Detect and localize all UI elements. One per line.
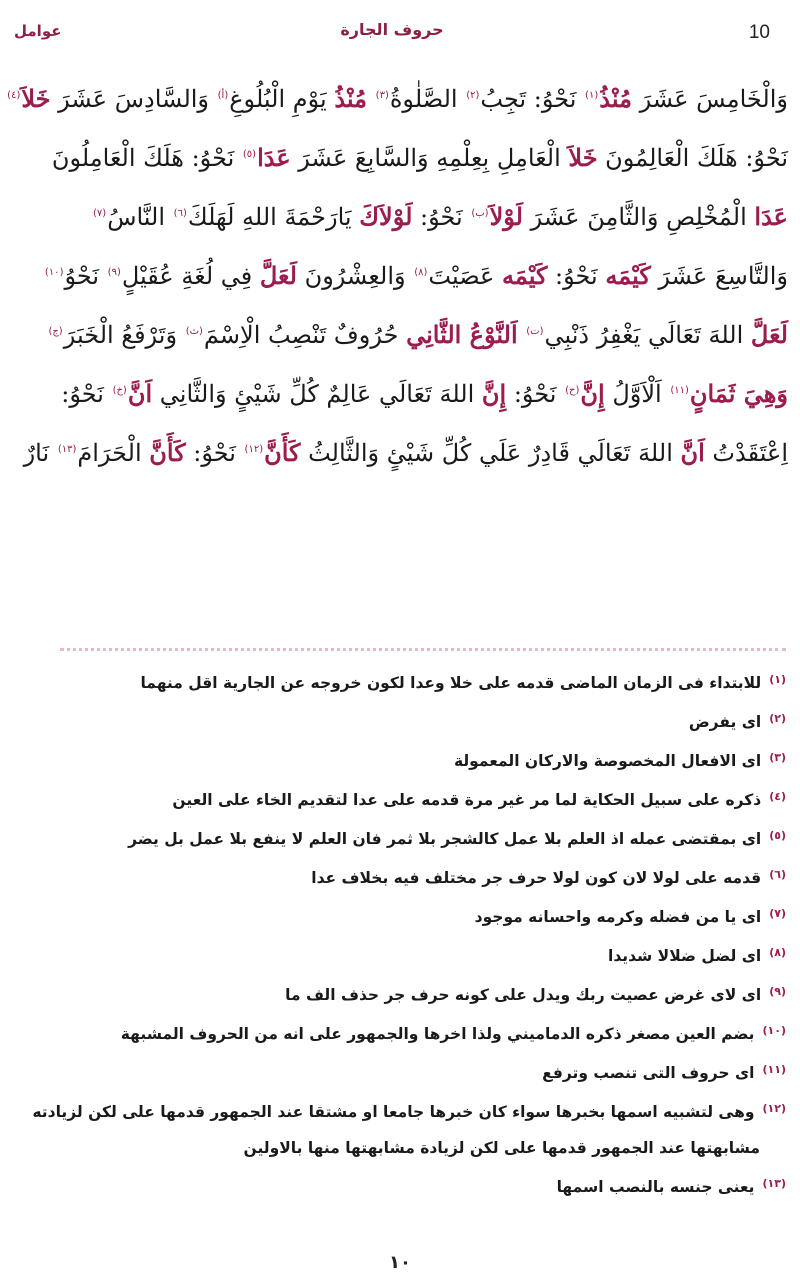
footnote-number: (١) — [769, 673, 786, 686]
text-segment: الصَّلٰوةُ — [389, 85, 466, 113]
footnote-number: (١١) — [762, 1063, 786, 1076]
text-segment: يَارَحْمَةَ اللهِ لَهَلَكَ — [187, 203, 360, 231]
highlighted-term: كَأَنَّ — [149, 438, 186, 467]
footnote-text: ذكره على سبيل الحكاية لما مر غير مرة قدمه على عدا لتقديم الخاء على العين — [172, 791, 762, 809]
footnote-marker: (ت) — [526, 326, 544, 337]
text-line — [8, 302, 788, 361]
footnote-text: اى حروف التى تنصب وترفع — [542, 1064, 755, 1082]
footnote-text: اى بمقتضى عمله اذ العلم بلا عمل كالشجر بلا ثمر فان العلم لا ينفع بلا عمل بل يضر — [128, 830, 762, 848]
footnote-number: (٤) — [769, 790, 786, 803]
highlighted-term: لَوْلاَكَ — [359, 202, 413, 231]
text-segment: نَحْوُ: — [506, 380, 565, 408]
highlighted-term: اَنَّ — [680, 438, 705, 467]
highlighted-term: مُنْذُ — [334, 84, 368, 113]
footnote-text: مشابهتها عند الجمهور قدمها على لكن لزيادة مشابهتها منها بالاولين — [243, 1139, 760, 1157]
text-segment: اِعْتَقَدْتُ — [704, 439, 788, 467]
footnote-number: (١٣) — [762, 1177, 786, 1190]
text-segment: وَالتَّاسِعَ عَشَرَ — [650, 262, 788, 290]
text-segment: يَوْمِ الْبُلُوغِ — [229, 85, 335, 113]
highlighted-term: لَعَلَّ — [259, 261, 297, 290]
footnote-number: (٩) — [769, 985, 786, 998]
footnote-text: وهى لتشبيه اسمها بخبرها سواء كان خبرها جامعا او مشتقا عند الجمهور قدمها على لكن لزيادته — [32, 1103, 755, 1121]
footnote-marker: (١٣) — [57, 444, 77, 455]
highlighted-term: اَلنَّوْعُ الثَّانِي — [406, 320, 518, 349]
text-line — [8, 361, 788, 420]
footnote-text: اى يفرض — [688, 713, 762, 731]
text-line — [8, 125, 788, 184]
footnote-marker: (١٢) — [244, 444, 264, 455]
footnote — [30, 818, 786, 857]
text-segment: اللهَ تَعَالَي يَغْفِرُ ذَنْبِي — [544, 321, 751, 349]
chapter-title: حروف الجارة — [340, 20, 444, 39]
text-segment: نَارٌ — [23, 439, 57, 467]
highlighted-term: إِنَّ — [580, 379, 605, 408]
text-segment: اللهَ تَعَالَي عَالِمٌ كُلِّ شَيْئٍ وَالثَّانِي — [152, 380, 482, 408]
text-segment: وَالعِشْرُونَ — [296, 262, 414, 290]
footnote-marker: (١٠) — [44, 267, 64, 278]
text-line — [8, 66, 788, 125]
text-segment: وَالسَّادِسَ عَشَرَ — [50, 85, 217, 113]
highlighted-term: عَدَا — [257, 143, 291, 172]
text-segment: الْعَامِلِ بِعِلْمِهِ وَالسَّابِعَ عَشَرَ — [290, 144, 569, 172]
text-segment: حُرُوفٌ تَنْصِبُ الْاِسْمَ — [203, 321, 407, 349]
footnote-marker: (٣) — [375, 90, 389, 101]
highlighted-term: كَيْمَه — [605, 261, 651, 290]
header-left-title: عوامل — [14, 22, 62, 40]
footnotes — [30, 662, 786, 1205]
footnote-marker: (١١) — [670, 385, 689, 396]
footnote — [30, 857, 786, 896]
footnote-marker: (٨) — [414, 267, 428, 278]
footnote-number: (١٢) — [762, 1102, 786, 1115]
text-segment: نَحْوُ: — [185, 439, 244, 467]
text-segment: وَتَرْفَعُ الْخَبَرَ — [63, 321, 185, 349]
footnote-number: (٣) — [769, 751, 786, 764]
text-segment: نَحْوُ: — [61, 380, 112, 408]
footnote-marker: (٧) — [93, 208, 107, 219]
footnote-marker: (٥) — [242, 149, 257, 160]
text-line — [8, 184, 788, 243]
page-number-top: 10 — [748, 22, 770, 43]
footnote-divider — [60, 648, 786, 651]
footnote-marker: (أ) — [217, 90, 229, 101]
footnote — [30, 1166, 786, 1205]
footnote-text: اى لضل ضلالا شديدا — [608, 947, 762, 965]
footnote — [30, 974, 786, 1013]
footnote-marker: (ح) — [565, 385, 580, 396]
text-segment: عَصَيْتَ — [428, 262, 502, 290]
highlighted-term: مُنْذُ — [599, 84, 632, 113]
footnote-text: قدمه على لولا لان كون لولا حرف جر مختلف فيه بخلاف عدا — [311, 869, 762, 887]
text-segment: نَحْوُ: تَجِبُ — [480, 85, 585, 113]
footnote-number: (٦) — [769, 868, 786, 881]
text-segment: نَحْوُ: — [547, 262, 606, 290]
footnote-marker: (ج) — [48, 326, 63, 337]
footnote-marker: (٦) — [173, 208, 187, 219]
text-segment: النَّاسُ — [107, 203, 173, 231]
text-segment: الْحَرَامَ — [77, 439, 150, 467]
text-segment: الْمُخْلِصِ وَالثَّامِنَ عَشَرَ — [522, 203, 755, 231]
footnote — [30, 1091, 786, 1130]
highlighted-term: كَيْمَه — [501, 261, 548, 290]
footnote-text: اى الافعال المخصوصة والاركان المعمولة — [453, 752, 762, 770]
footnote-text: اى يا من فضله وكرمه واحسانه موجود — [474, 908, 762, 926]
highlighted-term: عَدَا — [754, 202, 788, 231]
footnote-marker: (ب) — [471, 208, 489, 219]
text-line — [8, 420, 788, 479]
footnote-marker: (خ) — [112, 385, 127, 396]
text-segment: نَحْوُ: هَلَكَ الْعَامِلُونَ — [51, 144, 242, 172]
footnote-number: (١٠) — [762, 1024, 786, 1037]
footnote-number: (٧) — [769, 907, 786, 920]
footnote-number: (٨) — [769, 946, 786, 959]
highlighted-term: خَلاَ — [568, 143, 598, 172]
footnote-marker: (١) — [585, 90, 599, 101]
footnote — [30, 779, 786, 818]
main-text — [8, 66, 788, 479]
footnote-text: بضم العين مصغر ذكره الدماميني ولذا اخرها والجمهور على انه من الحروف المشبهة — [120, 1025, 755, 1043]
highlighted-term: إِنَّ — [481, 379, 507, 408]
text-segment: نَحْوُ: — [412, 203, 471, 231]
highlighted-term: لَوْلاَ — [489, 202, 523, 231]
footnote-text: اى لاى غرض عصيت ربك ويدل على كونه حرف جر حذف الف ما — [285, 986, 762, 1004]
footnote-number: (٢) — [769, 712, 786, 725]
footnote — [30, 740, 786, 779]
footnote — [30, 896, 786, 935]
highlighted-term: وَهِيَ ثَمَانٍ — [689, 379, 788, 408]
highlighted-term: كَأَنَّ — [264, 438, 301, 467]
text-segment: نَحْوُ — [64, 262, 107, 290]
footnote — [30, 935, 786, 974]
text-segment: فِي لُغَةِ عُقَيْلٍ — [121, 262, 260, 290]
highlighted-term: اَنَّ — [127, 379, 153, 408]
highlighted-term: لَعَلَّ — [750, 320, 788, 349]
footnote — [30, 662, 786, 701]
footnote-marker: (ث) — [185, 326, 203, 337]
footnote — [30, 1052, 786, 1091]
footnote-text: يعنى جنسه بالنصب اسمها — [556, 1178, 755, 1196]
text-segment: نَحْوُ: هَلَكَ الْعَالِمُونَ — [597, 144, 788, 172]
footnote-marker: (٤) — [7, 90, 21, 101]
page-header — [14, 18, 770, 48]
footnote-marker: (٩) — [107, 267, 121, 278]
highlighted-term: خَلاَ — [21, 84, 51, 113]
text-segment — [518, 321, 526, 349]
footnote — [30, 1130, 786, 1166]
footnote — [30, 1013, 786, 1052]
text-segment: اَلْاَوَّلُ — [604, 380, 670, 408]
text-segment: اللهَ تَعَالَي قَادِرٌ عَلَي كُلِّ شَيْئٍ وَالثَّالِثُ — [300, 439, 681, 467]
footnote-number: (٥) — [769, 829, 786, 842]
footnote-marker: (٢) — [466, 90, 480, 101]
footnote-text: للابتداء فى الزمان الماضى قدمه على خلا وعدا لكون خروجه عن الجارية اقل منهما — [140, 674, 762, 692]
page-number-bottom: ١٠ — [389, 1252, 411, 1273]
text-segment — [367, 85, 375, 113]
footnote — [30, 701, 786, 740]
text-line — [8, 243, 788, 302]
text-segment: وَالْخَامِسَ عَشَرَ — [631, 85, 788, 113]
